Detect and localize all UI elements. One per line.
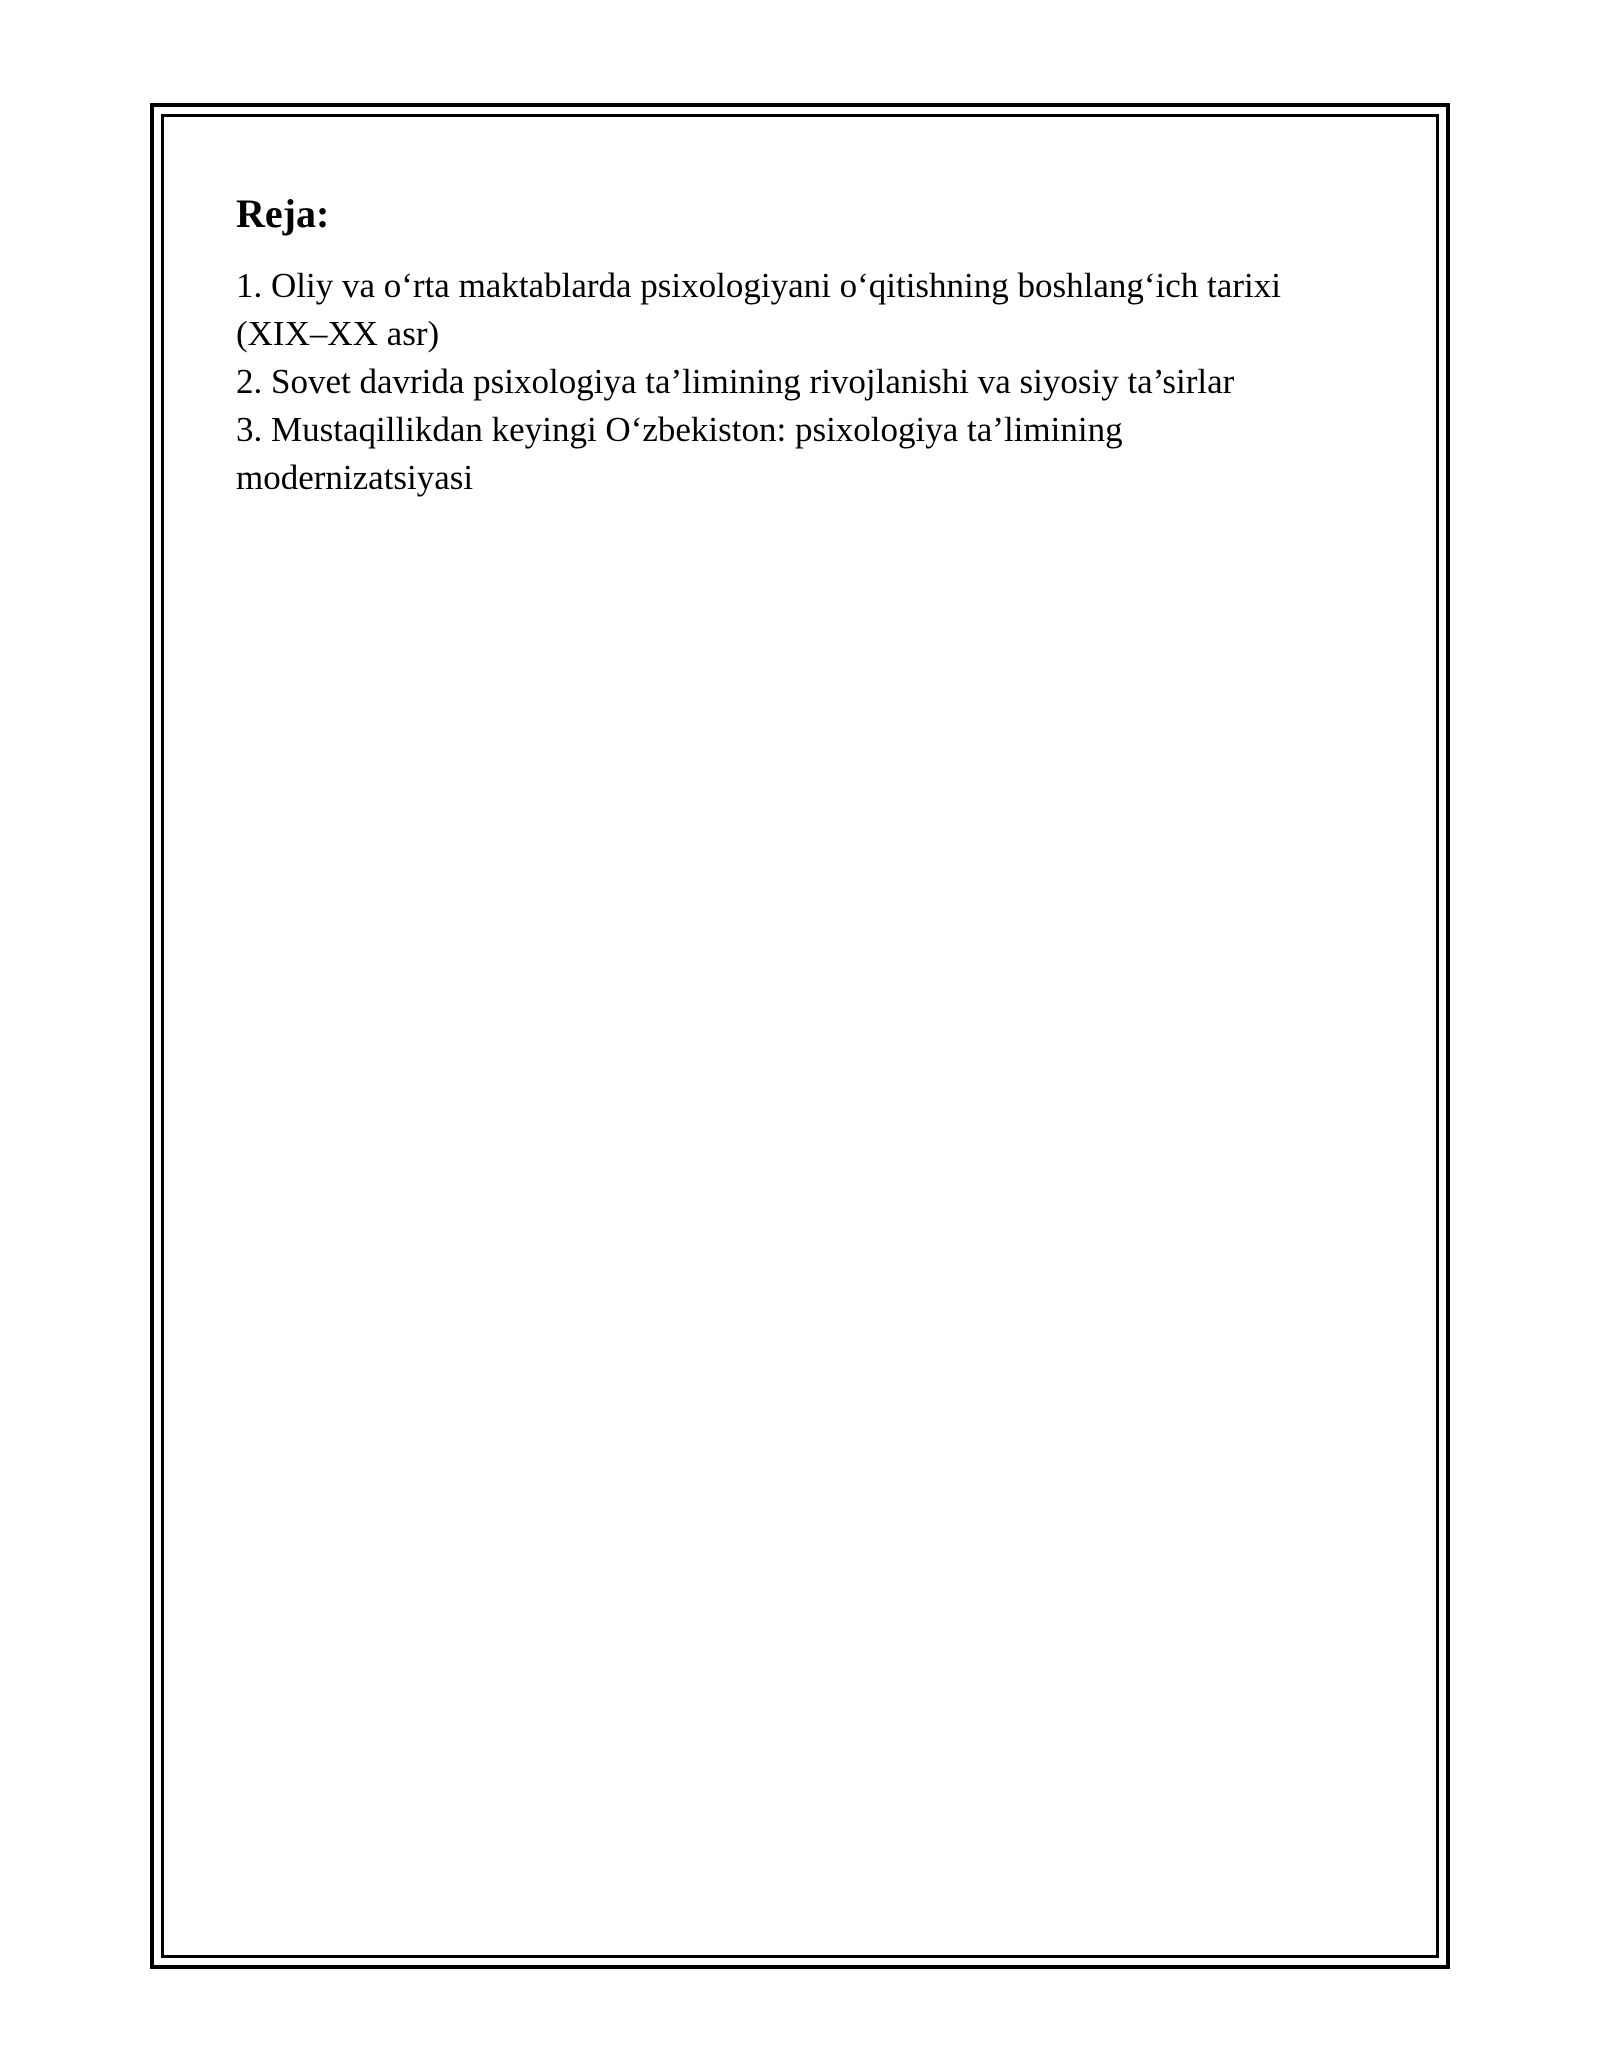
plan-title: Reja: (236, 191, 330, 236)
plan-item: 1. Oliy va o‘rta maktablarda psixologiyani o‘qitishning boshlang‘ich tarixi (XIX–XX asr) (236, 266, 1281, 353)
plan-list (236, 262, 1366, 502)
document-content (236, 188, 1366, 502)
plan-item: 3. Mustaqillikdan keyingi O‘zbekiston: psixologiya ta’limining modernizatsiyasi (236, 410, 1123, 497)
plan-item: 2. Sovet davrida psixologiya ta’limining rivojlanishi va siyosiy ta’sirlar (236, 362, 1235, 401)
